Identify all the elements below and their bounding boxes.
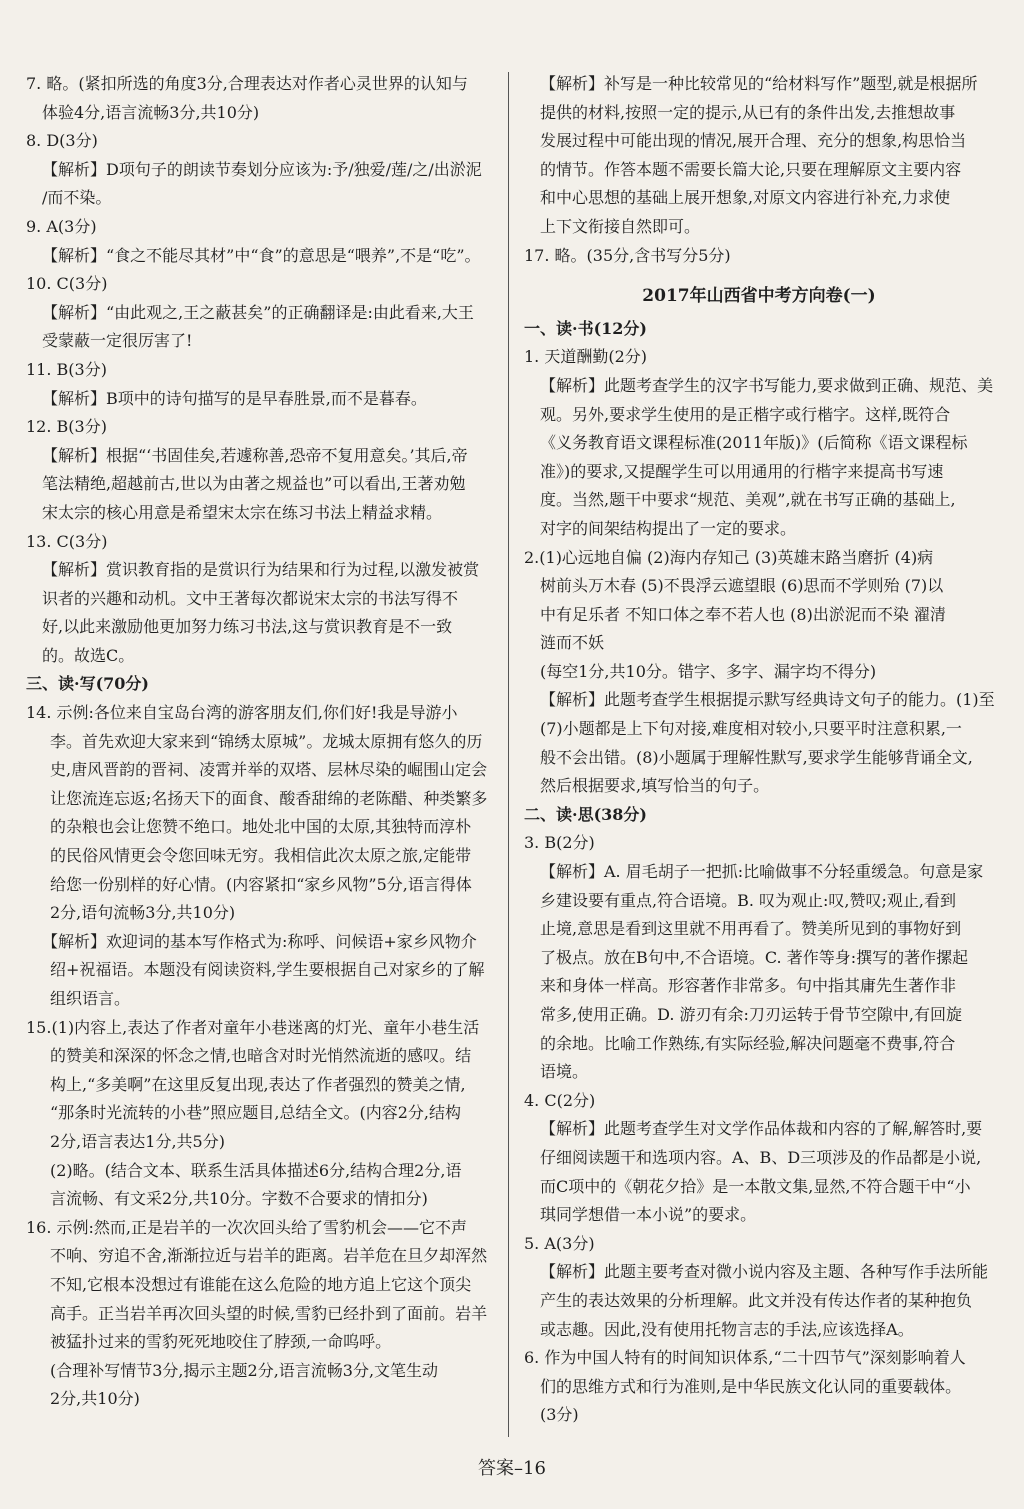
text-line: 【解析】欢迎词的基本写作格式为:称呼、问候语+家乡风物介 bbox=[42, 931, 477, 951]
text-line: 被猛扑过来的雪豹死死地咬住了脖颈,一命呜呼。 bbox=[50, 1332, 392, 1352]
text-line: 的情节。作答本题不需要长篇大论,只要在理解原文主要内容 bbox=[540, 159, 962, 179]
text-line: 【解析】赏识教育指的是赏识行为结果和行为过程,以激发被赏 bbox=[42, 560, 480, 580]
text-line: 让您流连忘返;名扬天下的面食、酸香甜绵的老陈醋、种类繁多 bbox=[50, 788, 488, 808]
text-line: 体验4分,语言流畅3分,共10分) bbox=[42, 102, 260, 122]
text-line: 乡建设要有重点,符合语境。B. 叹为观止:叹,赞叹;观止,看到 bbox=[540, 890, 956, 910]
text-line: 构上,“多美啊”在这里反复出现,表达了作者强烈的赞美之情, bbox=[50, 1074, 466, 1094]
text-line: 仔细阅读题干和选项内容。A、B、D三项涉及的作品都是小说, bbox=[540, 1147, 982, 1167]
text-line: 的赞美和深深的怀念之情,也暗含对时光悄然流逝的感叹。结 bbox=[50, 1046, 472, 1066]
text-line: 【解析】根据“‘书固佳矣,若遽称善,恐帝不复用意矣。’其后,帝 bbox=[42, 445, 468, 465]
text-line: 或志趣。因此,没有使用托物言志的手法,应该选择A。 bbox=[540, 1319, 914, 1339]
text-line: 三、读·写(70分) bbox=[26, 674, 149, 694]
text-line: 言流畅、有文采2分,共10分。字数不合要求的情扣分) bbox=[50, 1189, 428, 1209]
section-title: 2017年山西省中考方向卷(一) bbox=[642, 286, 876, 307]
text-line: 琪同学想借一本小说”的要求。 bbox=[540, 1205, 757, 1225]
text-line: 度。当然,题干中要求“规范、美观”,就在书写正确的基础上, bbox=[540, 490, 956, 510]
text-line: 了极点。放在B句中,不合语境。C. 著作等身:撰写的著作摞起 bbox=[540, 947, 969, 967]
text-line: 【解析】此题考查学生的汉字书写能力,要求做到正确、规范、美 bbox=[540, 375, 994, 395]
text-line: 不知,它根本没想过有谁能在这么危险的地方追上它这个顶尖 bbox=[50, 1274, 472, 1294]
right-column-top bbox=[524, 70, 994, 270]
column-divider bbox=[508, 72, 509, 1437]
text-line: 识者的兴趣和动机。文中王著每次都说宋太宗的书法写得不 bbox=[42, 588, 459, 608]
text-line: 树前头万木春 (5)不畏浮云遮望眼 (6)思而不学则殆 (7)以 bbox=[540, 576, 944, 596]
text-line: 的民俗风情更会令您回味无穷。我相信此次太原之旅,定能带 bbox=[50, 846, 472, 866]
text-line: 给您一份别样的好心情。(内容紧扣“家乡风物”5分,语言得体 bbox=[50, 874, 472, 894]
text-line: (2)略。(结合文本、联系生活具体描述6分,结构合理2分,语 bbox=[50, 1160, 462, 1180]
text-line: 而C项中的《朝花夕拾》是一本散文集,显然,不符合题干中“小 bbox=[540, 1176, 971, 1196]
text-line: 16. 示例:然而,正是岩羊的一次次回头给了雪豹机会——它不声 bbox=[26, 1217, 468, 1237]
text-line: 高手。正当岩羊再次回头望的时候,雪豹已经扑到了面前。岩羊 bbox=[50, 1303, 488, 1323]
text-line: 【解析】补写是一种比较常见的“给材料写作”题型,就是根据所 bbox=[540, 74, 978, 93]
text-line: 来和身体一样高。形容著作非常多。句中指其庸先生著作非 bbox=[540, 976, 957, 996]
text-line: 13. C(3分) bbox=[26, 531, 108, 551]
text-line: 3. B(2分) bbox=[524, 833, 595, 853]
text-line: “那条时光流转的小巷”照应题目,总结全文。(内容2分,结构 bbox=[50, 1103, 461, 1123]
text-line: 提供的材料,按照一定的提示,从已有的条件出发,去推想故事 bbox=[540, 102, 956, 122]
text-line: 10. C(3分) bbox=[26, 274, 108, 294]
text-line: 【解析】A. 眉毛胡子一把抓:比喻做事不分轻重缓急。句意是家 bbox=[540, 862, 984, 882]
text-line: 12. B(3分) bbox=[26, 417, 107, 437]
text-line: 8. D(3分) bbox=[26, 131, 98, 151]
text-line: 2分,语句流畅3分,共10分) bbox=[50, 903, 236, 923]
text-line: 对字的间架结构提出了一定的要求。 bbox=[540, 518, 797, 538]
text-line: 2.(1)心远地自偏 (2)海内存知己 (3)英雄末路当磨折 (4)病 bbox=[524, 547, 934, 567]
text-line: 止境,意思是看到这里就不用再看了。赞美所见到的事物好到 bbox=[540, 919, 962, 939]
text-line: 中有足乐者 不知口体之奉不若人也 (8)出淤泥而不染 濯清 bbox=[540, 604, 946, 624]
text-line: 笔法精绝,超越前古,世以为由著之规益也”可以看出,王著劝勉 bbox=[42, 474, 466, 494]
text-line: 2分,语言表达1分,共5分) bbox=[50, 1131, 225, 1151]
text-line: 《义务教育语文课程标准(2011年版)》(后简称《语文课程标 bbox=[540, 433, 968, 453]
text-line: 9. A(3分) bbox=[26, 216, 97, 236]
text-line: 5. A(3分) bbox=[524, 1233, 595, 1253]
text-line: 上下文衔接自然即可。 bbox=[540, 216, 701, 236]
text-line: /而不染。 bbox=[42, 188, 112, 208]
text-line: 涟而不妖 bbox=[540, 633, 605, 653]
text-line: 2分,共10分) bbox=[50, 1389, 140, 1409]
text-line: 准》)的要求,又提醒学生可以用通用的行楷字来提高书写速 bbox=[540, 461, 944, 481]
text-line: 4. C(2分) bbox=[524, 1090, 596, 1110]
text-line: 6. 作为中国人特有的时间知识体系,“二十四节气”深刻影响着人 bbox=[524, 1348, 966, 1368]
text-line: 14. 示例:各位来自宝岛台湾的游客朋友们,你们好!我是导游小 bbox=[26, 703, 458, 723]
text-line: 不响、穷追不舍,渐渐拉近与岩羊的距离。岩羊危在旦夕却浑然 bbox=[50, 1246, 488, 1266]
text-line: (每空1分,共10分。错字、多字、漏字均不得分) bbox=[540, 661, 877, 681]
text-line: 的杂粮也会让您赞不绝口。地处北中国的太原,其独特而淳朴 bbox=[50, 817, 472, 837]
right-column bbox=[524, 70, 994, 1430]
text-line: 【解析】此题主要考查对微小说内容及主题、各种写作手法所能 bbox=[540, 1262, 989, 1282]
text-line: 们的思维方式和行为准则,是中华民族文化认同的重要载体。 bbox=[540, 1376, 962, 1396]
text-line: 观。另外,要求学生使用的是正楷字或行楷字。这样,既符合 bbox=[540, 404, 951, 424]
text-line: 和中心思想的基础上展开想象,对原文内容进行补充,力求使 bbox=[540, 188, 951, 208]
text-line: 史,唐风晋韵的晋祠、凌霄并举的双塔、层林尽染的崛围山定会 bbox=[50, 760, 488, 780]
text-line: 李。首先欢迎大家来到“锦绣太原城”。龙城太原拥有悠久的历 bbox=[50, 731, 483, 751]
text-line: 【解析】此题考查学生对文学作品体裁和内容的了解,解答时,要 bbox=[540, 1119, 983, 1139]
text-line: 好,以此来激励他更加努力练习书法,这与赏识教育是不一致 bbox=[42, 617, 453, 637]
text-line: (7)小题都是上下句对接,难度相对较小,只要平时注意积累,一 bbox=[540, 719, 962, 739]
text-line: 受蒙蔽一定很厉害了! bbox=[42, 331, 193, 351]
text-line: 11. B(3分) bbox=[26, 359, 107, 379]
text-line: 【解析】B项中的诗句描写的是早春胜景,而不是暮春。 bbox=[42, 388, 427, 408]
text-line: 【解析】“食之不能尽其材”中“食”的意思是“喂养”,不是“吃”。 bbox=[42, 245, 481, 265]
text-line: 然后根据要求,填写恰当的句子。 bbox=[540, 776, 770, 796]
text-line: 7. 略。(紧扣所选的角度3分,合理表达对作者心灵世界的认知与 bbox=[26, 74, 468, 93]
text-line: 常多,使用正确。D. 游刃有余:刀刃运转于骨节空隙中,有回旋 bbox=[540, 1005, 962, 1024]
right-column-bottom bbox=[524, 315, 994, 1430]
text-line: 17. 略。(35分,含书写分5分) bbox=[524, 245, 731, 265]
text-line: 般不会出错。(8)小题属于理解性默写,要求学生能够背诵全文, bbox=[540, 747, 973, 767]
text-line: 【解析】D项句子的朗读节奏划分应该为:予/独爱/莲/之/出淤泥 bbox=[42, 159, 482, 179]
text-line: 【解析】此题考查学生根据提示默写经典诗文句子的能力。(1)至 bbox=[540, 690, 995, 710]
page-number: 答案–16 bbox=[478, 1458, 546, 1479]
text-line: (合理补写情节3分,揭示主题2分,语言流畅3分,文笔生动 bbox=[50, 1360, 439, 1380]
text-line: (3分) bbox=[540, 1405, 579, 1425]
text-line: 15.(1)内容上,表达了作者对童年小巷迷离的灯光、童年小巷生活 bbox=[26, 1017, 480, 1037]
text-line: 宋太宗的核心用意是希望宋太宗在练习书法上精益求精。 bbox=[42, 502, 443, 522]
text-line: 的余地。比喻工作熟练,有实际经验,解决问题毫不费事,符合 bbox=[540, 1033, 956, 1053]
text-line: 1. 天道酬勤(2分) bbox=[524, 347, 648, 367]
text-line: 语境。 bbox=[540, 1062, 589, 1082]
text-line: 的。故选C。 bbox=[42, 645, 135, 665]
text-line: 【解析】“由此观之,王之蔽甚矣”的正确翻译是:由此看来,大王 bbox=[42, 302, 474, 322]
text-line: 绍+祝福语。本题没有阅读资料,学生要根据自己对家乡的了解 bbox=[50, 960, 485, 980]
text-line: 组织语言。 bbox=[50, 989, 131, 1008]
text-line: 发展过程中可能出现的情况,展开合理、充分的想象,构思恰当 bbox=[540, 131, 967, 151]
text-line: 一、读·书(12分) bbox=[524, 318, 647, 338]
left-column bbox=[26, 70, 496, 1414]
text-line: 产生的表达效果的分析理解。此文并没有传达作者的某种抱负 bbox=[540, 1290, 973, 1310]
text-line: 二、读·思(38分) bbox=[524, 804, 647, 824]
